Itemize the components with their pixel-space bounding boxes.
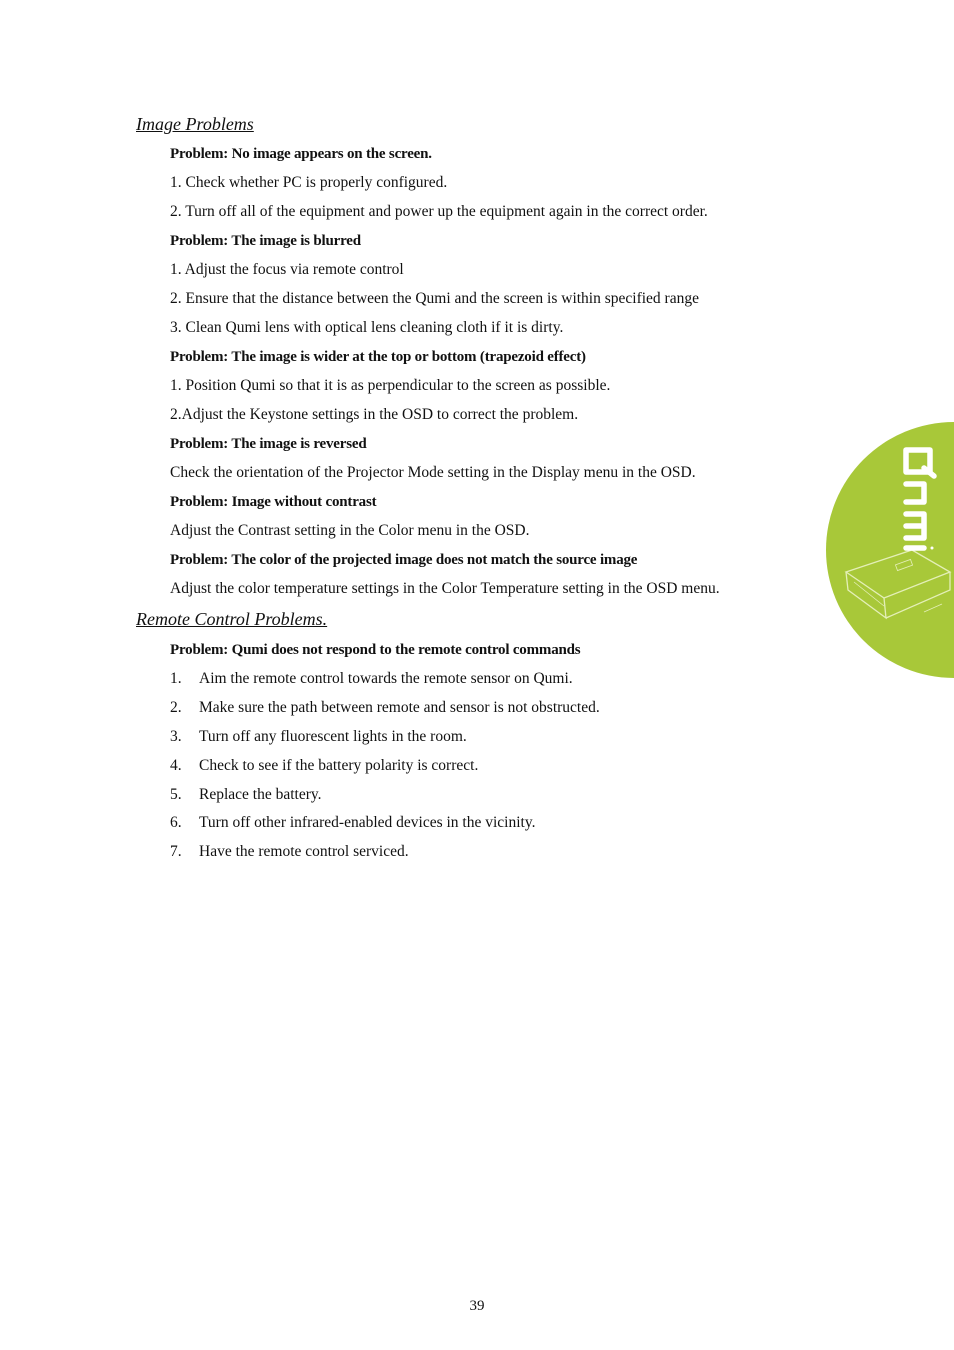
step-number: 3. xyxy=(170,728,182,745)
problem-heading-remote: Problem: Qumi does not respond to the remote control commands xyxy=(170,642,581,658)
solution-line: Adjust the color temperature settings in the Color Temperature setting in the OSD menu. xyxy=(170,580,720,597)
step-number: 4. xyxy=(170,757,182,774)
solution-line: Check the orientation of the Projector Mode setting in the Display menu in the OSD. xyxy=(170,464,696,481)
step-number: 1. xyxy=(170,670,182,687)
solution-line: Adjust the Contrast setting in the Color menu in the OSD. xyxy=(170,522,530,539)
solution-line: 1. Position Qumi so that it is as perpendicular to the screen as possible. xyxy=(170,377,611,394)
page-number: 39 xyxy=(469,1298,485,1314)
problem-heading-reversed: Problem: The image is reversed xyxy=(170,436,367,452)
solution-line: 2.Adjust the Keystone settings in the OSD to correct the problem. xyxy=(170,406,579,423)
solution-line: 2. Turn off all of the equipment and power up the equipment again in the correct order. xyxy=(170,203,708,220)
section-title-remote-problems: Remote Control Problems. xyxy=(136,609,328,629)
solution-line: 1. Check whether PC is properly configured. xyxy=(170,174,448,191)
step-text: Aim the remote control towards the remote sensor on Qumi. xyxy=(199,670,573,687)
step-number: 2. xyxy=(170,699,182,716)
step-text: Turn off other infrared-enabled devices in the vicinity. xyxy=(199,814,536,831)
step-text: Turn off any fluorescent lights in the room. xyxy=(199,728,467,745)
logo-background xyxy=(826,422,954,678)
qumi-logo-badge xyxy=(824,422,954,682)
step-number: 5. xyxy=(170,786,182,803)
problem-heading-blurred: Problem: The image is blurred xyxy=(170,233,361,249)
step-text: Check to see if the battery polarity is correct. xyxy=(199,757,479,774)
section-title-image-problems: Image Problems xyxy=(136,114,254,134)
step-text: Make sure the path between remote and sensor is not obstructed. xyxy=(199,699,600,716)
step-number: 7. xyxy=(170,843,182,860)
problem-heading-color: Problem: The color of the projected image does not match the source image xyxy=(170,552,638,568)
step-text: Replace the battery. xyxy=(199,786,322,803)
solution-line: 3. Clean Qumi lens with optical lens cleaning cloth if it is dirty. xyxy=(170,319,564,336)
step-text: Have the remote control serviced. xyxy=(199,843,409,860)
problem-heading-contrast: Problem: Image without contrast xyxy=(170,494,377,510)
problem-heading-no-image: Problem: No image appears on the screen. xyxy=(170,146,432,162)
problem-heading-trapezoid: Problem: The image is wider at the top or bottom (trapezoid effect) xyxy=(170,349,586,365)
solution-line: 1. Adjust the focus via remote control xyxy=(170,261,404,278)
step-number: 6. xyxy=(170,814,182,831)
solution-line: 2. Ensure that the distance between the Qumi and the screen is within specified range xyxy=(170,290,699,307)
